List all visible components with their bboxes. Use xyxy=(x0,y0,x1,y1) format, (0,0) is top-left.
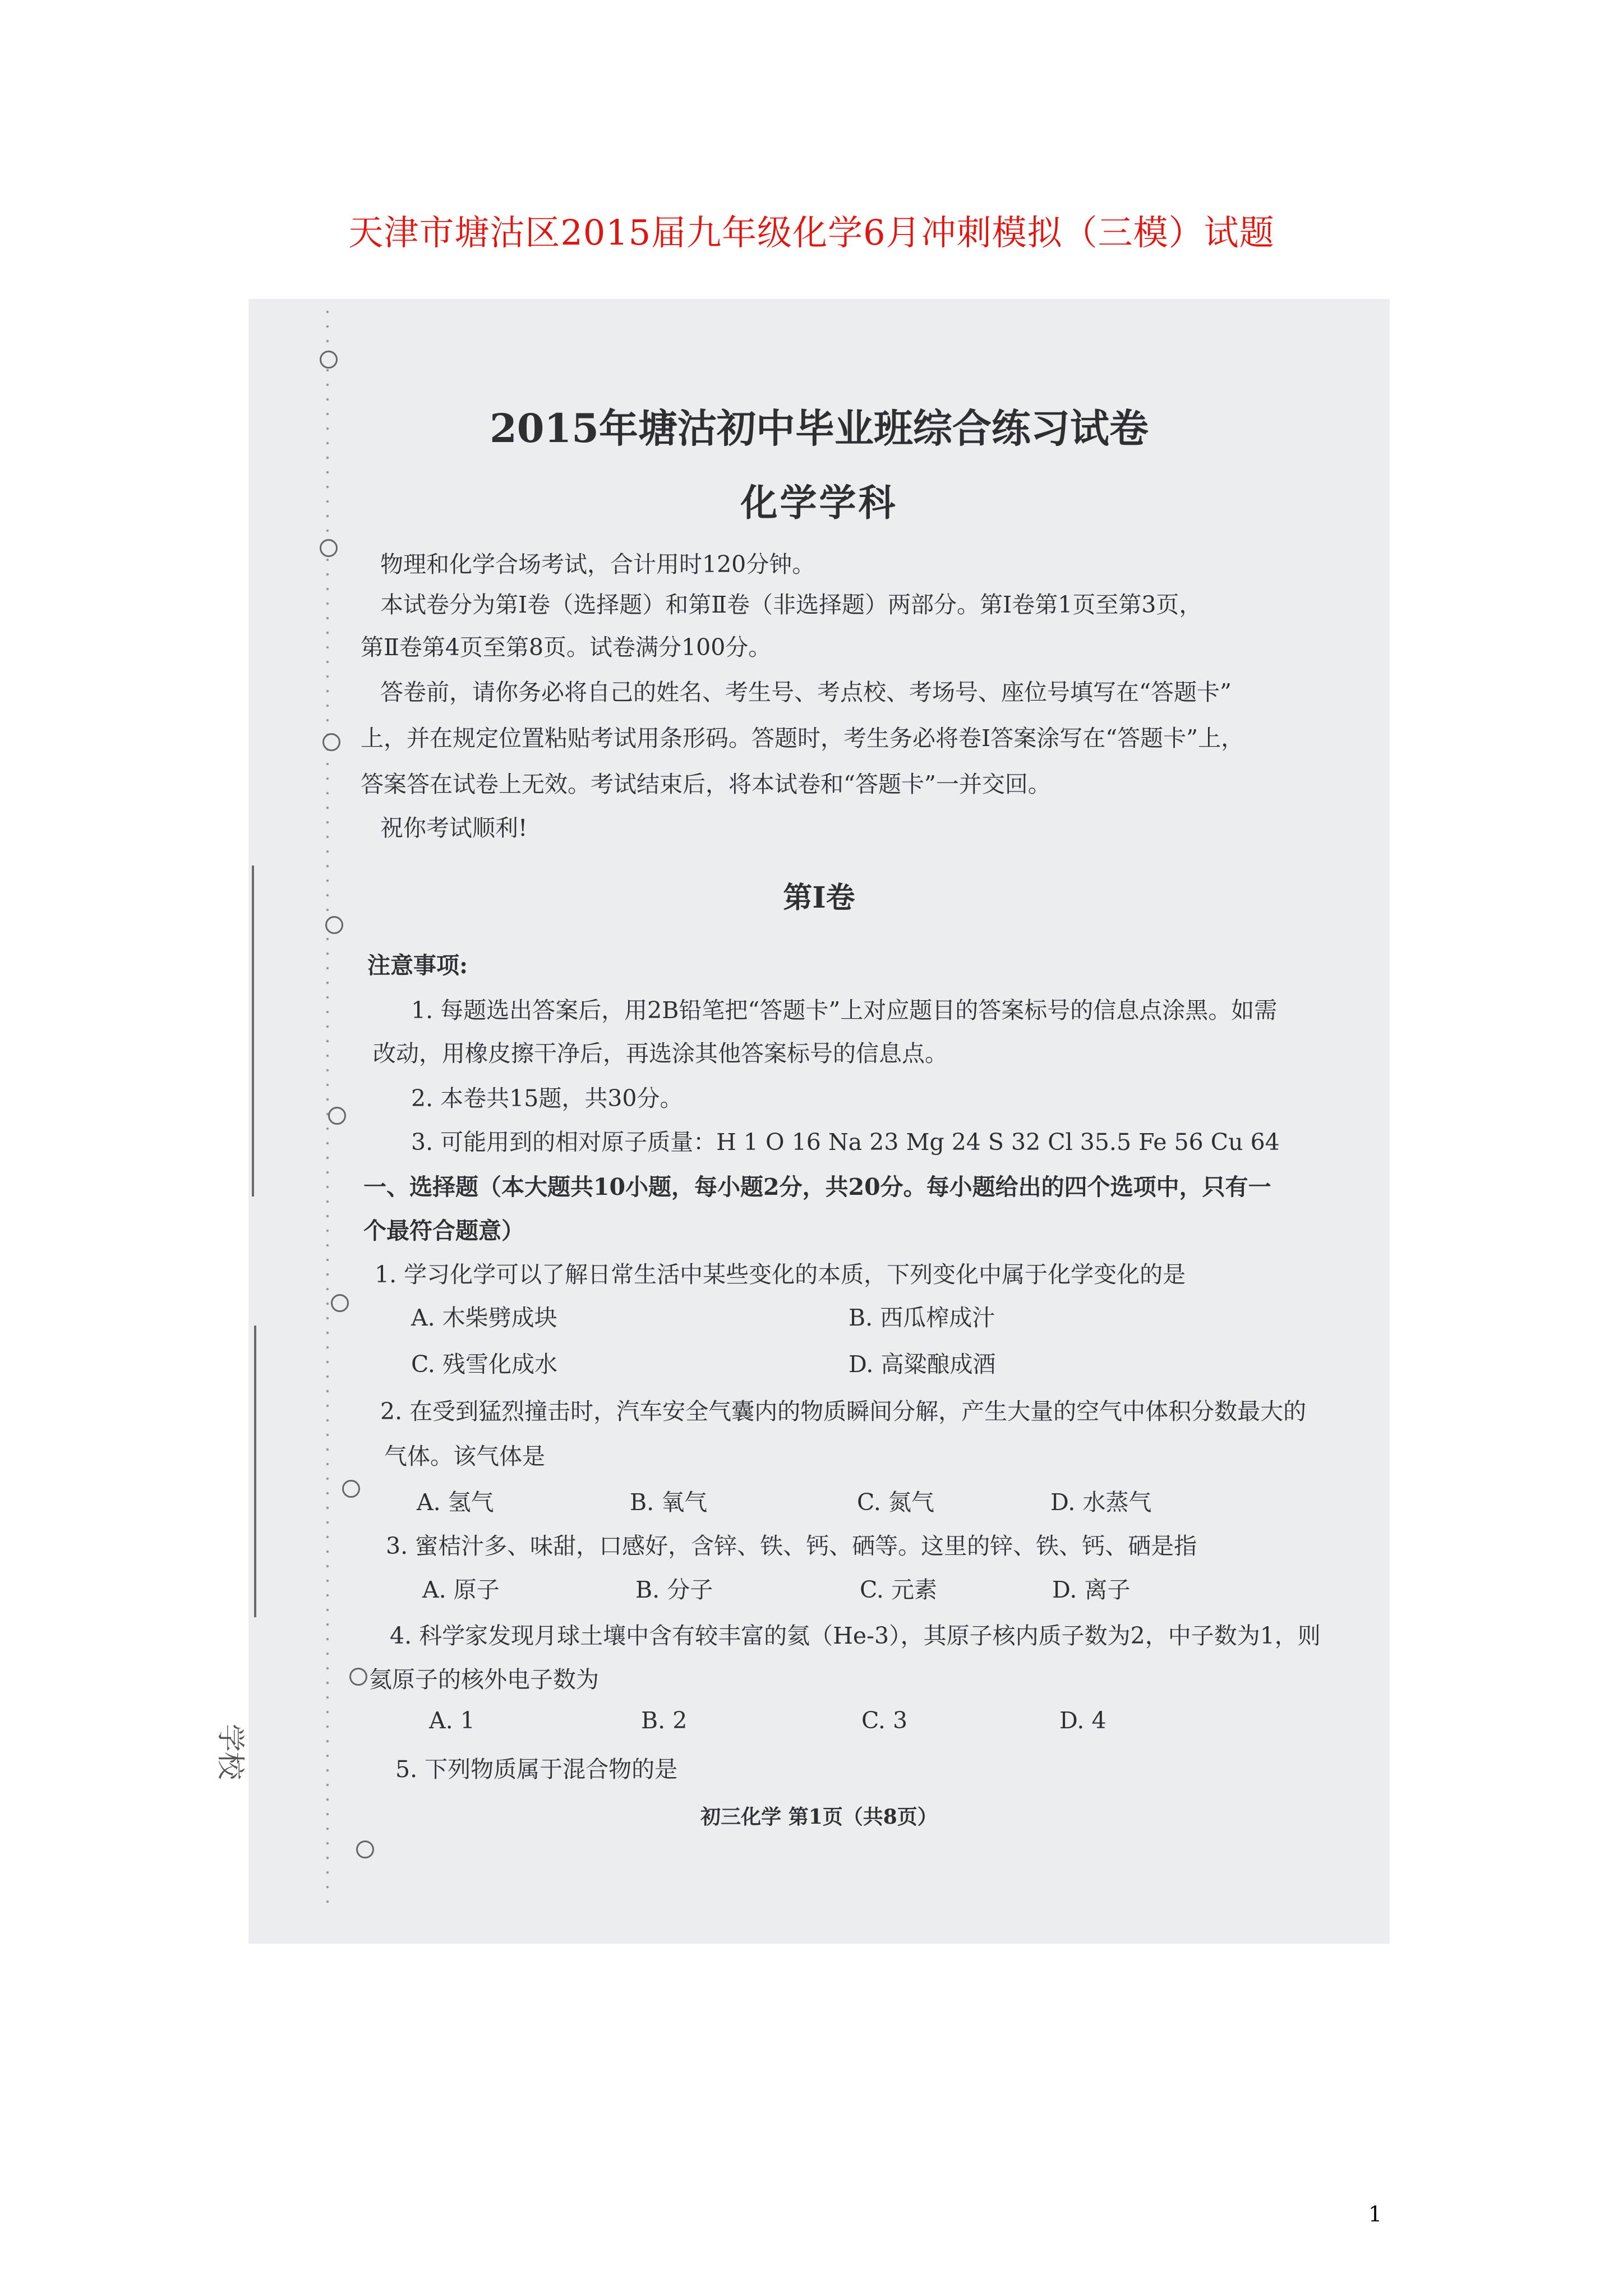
binding-hole-icon xyxy=(331,1294,349,1312)
option: A. 氢气 xyxy=(417,1489,494,1516)
option: C. 残雪化成水 xyxy=(411,1351,557,1378)
note-line: 改动，用橡皮擦干净后，再选涂其他答案标号的信息点。 xyxy=(373,1040,948,1067)
option: B. 分子 xyxy=(635,1576,713,1603)
question-stem: 1. 学习化学可以了解日常生活中某些变化的本质，下列变化中属于化学变化的是 xyxy=(375,1261,1186,1288)
note-line: 2. 本卷共15题，共30分。 xyxy=(411,1085,683,1112)
section-title: 第Ⅰ卷 xyxy=(783,881,855,915)
question-stem: 氦原子的核外电子数为 xyxy=(369,1666,599,1693)
binding-hole-icon xyxy=(349,1668,367,1686)
option: A. 1 xyxy=(429,1707,475,1734)
binding-hole-icon xyxy=(328,1107,346,1125)
option: C. 3 xyxy=(861,1707,908,1734)
option: D. 离子 xyxy=(1052,1576,1131,1603)
binding-hole-icon xyxy=(320,351,338,369)
intro-line: 上，并在规定位置粘贴考试用条形码。答题时，考生务必将卷Ⅰ答案涂写在“答题卡”上， xyxy=(361,725,1244,752)
notes-heading: 注意事项: xyxy=(367,952,468,979)
option: B. 氧气 xyxy=(630,1489,708,1516)
margin-school-label: 学校 xyxy=(214,1724,247,1780)
option: D. 水蒸气 xyxy=(1050,1489,1152,1516)
question-stem: 2. 在受到猛烈撞击时，汽车安全气囊内的物质瞬间分解，产生大量的空气中体积分数最大的 xyxy=(380,1398,1307,1425)
document-title: 天津市塘沽区2015届九年级化学6月冲刺模拟（三模）试题 xyxy=(348,212,1275,253)
part-heading: 个最符合题意） xyxy=(363,1217,524,1244)
option: C. 氮气 xyxy=(857,1489,934,1516)
intro-line: 物理和化学合场考试，合计用时120分钟。 xyxy=(380,551,815,578)
intro-line: 本试卷分为第Ⅰ卷（选择题）和第Ⅱ卷（非选择题）两部分。第Ⅰ卷第1页至第3页， xyxy=(380,591,1202,618)
question-stem: 4. 科学家发现月球土壤中含有较丰富的氦（He-3），其原子核内质子数为2，中子数为1，则 xyxy=(390,1622,1321,1649)
option: D. 高粱酿成酒 xyxy=(849,1351,996,1378)
question-stem: 5. 下列物质属于混合物的是 xyxy=(395,1756,678,1783)
option: C. 元素 xyxy=(860,1576,937,1603)
intro-line: 答案答在试卷上无效。考试结束后，将本试卷和“答题卡”一并交回。 xyxy=(361,771,1051,798)
exam-subject: 化学学科 xyxy=(740,481,898,524)
note-line: 3. 可能用到的相对原子质量：H 1 O 16 Na 23 Mg 24 S 32 Cl 35.5 Fe 56 Cu 64 xyxy=(411,1129,1280,1156)
binding-hole-icon xyxy=(322,733,340,751)
option: D. 4 xyxy=(1059,1707,1106,1734)
binding-hole-icon xyxy=(342,1480,360,1498)
scanned-exam-page xyxy=(214,299,1390,1944)
question-stem: 3. 蜜桔汁多、味甜，口感好，含锌、铁、钙、硒等。这里的锌、铁、钙、硒是指 xyxy=(386,1533,1197,1559)
option: B. 2 xyxy=(641,1707,688,1734)
intro-line: 祝你考试顺利! xyxy=(380,815,528,841)
binding-hole-icon xyxy=(356,1841,374,1858)
option: A. 木柴劈成块 xyxy=(411,1304,557,1331)
binding-margin-line xyxy=(254,1326,256,1617)
binding-hole-icon xyxy=(325,916,343,934)
note-line: 1. 每题选出答案后，用2B铅笔把“答题卡”上对应题目的答案标号的信息点涂黑。如需 xyxy=(411,997,1278,1024)
question-stem: 气体。该气体是 xyxy=(384,1443,545,1470)
option: B. 西瓜榨成汁 xyxy=(849,1304,995,1331)
binding-hole-icon xyxy=(320,539,338,557)
option: A. 原子 xyxy=(422,1576,500,1603)
exam-title: 2015年塘沽初中毕业班综合练习试卷 xyxy=(490,405,1149,452)
intro-line: 答卷前，请你务必将自己的姓名、考生号、考点校、考场号、座位号填写在“答题卡” xyxy=(380,679,1232,706)
page-number: 1 xyxy=(1368,2202,1382,2226)
scan-footer: 初三化学 第1页（共8页） xyxy=(700,1805,938,1829)
intro-line: 第Ⅱ卷第4页至第8页。试卷满分100分。 xyxy=(361,634,772,661)
part-heading: 一、选择题（本大题共10小题，每小题2分，共20分。每小题给出的四个选项中，只有一 xyxy=(363,1174,1271,1200)
